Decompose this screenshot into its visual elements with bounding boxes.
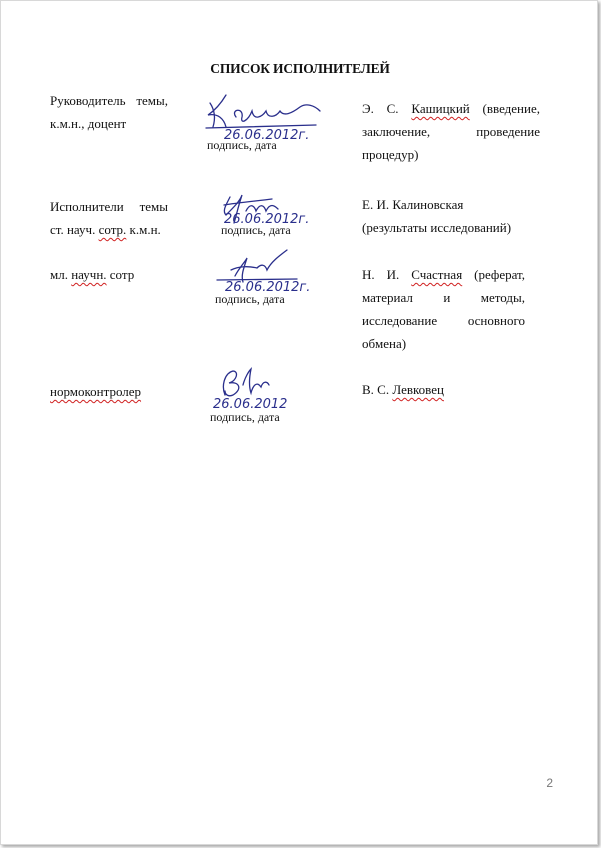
person-desc: заключение, проведение [362, 124, 540, 139]
person-desc: (результаты исследований) [362, 220, 512, 235]
role-line: Руководитель темы, [50, 93, 168, 108]
role-line: сотр [106, 267, 135, 282]
person-initials: Н. И. [362, 267, 412, 282]
role-line: мл. [50, 267, 72, 282]
role-line: нормоконтролер [50, 384, 142, 399]
signature-caption: подпись, дата [221, 223, 291, 237]
person-surname: Кашицкий [411, 101, 470, 116]
person-text [362, 97, 540, 166]
role-line: ст. науч. [50, 222, 99, 237]
signature-image [196, 87, 336, 145]
person-desc: обмена) [362, 336, 407, 351]
signature-caption: подпись, дата [210, 410, 280, 424]
person-desc: (введение, [469, 101, 540, 116]
role-line: научн. [71, 267, 107, 282]
signature-date: 26.06.2012г. [224, 128, 310, 143]
person-desc: (реферат, [462, 267, 525, 282]
person-initials: Э. С. [362, 101, 412, 116]
person-desc: материал и методы, [362, 290, 525, 305]
role-text [50, 195, 168, 241]
signature-date: 26.06.2012г. [224, 212, 310, 227]
person-text [362, 378, 444, 401]
signature-image [209, 365, 319, 415]
person-name: Е. И. Калиновская [362, 197, 464, 212]
person-initials: В. С. [362, 382, 393, 397]
role-line: к.м.н. [126, 222, 161, 237]
person-desc: процедур) [362, 147, 419, 162]
person-text [362, 193, 511, 239]
signature-caption: подпись, дата [207, 138, 277, 152]
page-number: 2 [546, 776, 553, 790]
person-surname: Счастная [411, 267, 463, 282]
signature-caption: подпись, дата [215, 292, 285, 306]
role-line: сотр. [98, 222, 127, 237]
role-text [50, 380, 141, 403]
page-title: СПИСОК ИСПОЛНИТЕЛЕЙ [210, 61, 390, 76]
role-text [50, 263, 134, 286]
person-desc: исследование основного [362, 313, 525, 328]
signature-date: 26.06.2012 [213, 397, 288, 412]
role-text [50, 89, 168, 135]
role-line: к.м.н., доцент [50, 116, 127, 131]
person-text [362, 263, 525, 355]
signature-date: 26.06.2012г. [225, 280, 311, 295]
signature-image [213, 246, 323, 296]
person-surname: Левковец [392, 382, 444, 397]
role-line: Исполнители темы [50, 199, 168, 214]
